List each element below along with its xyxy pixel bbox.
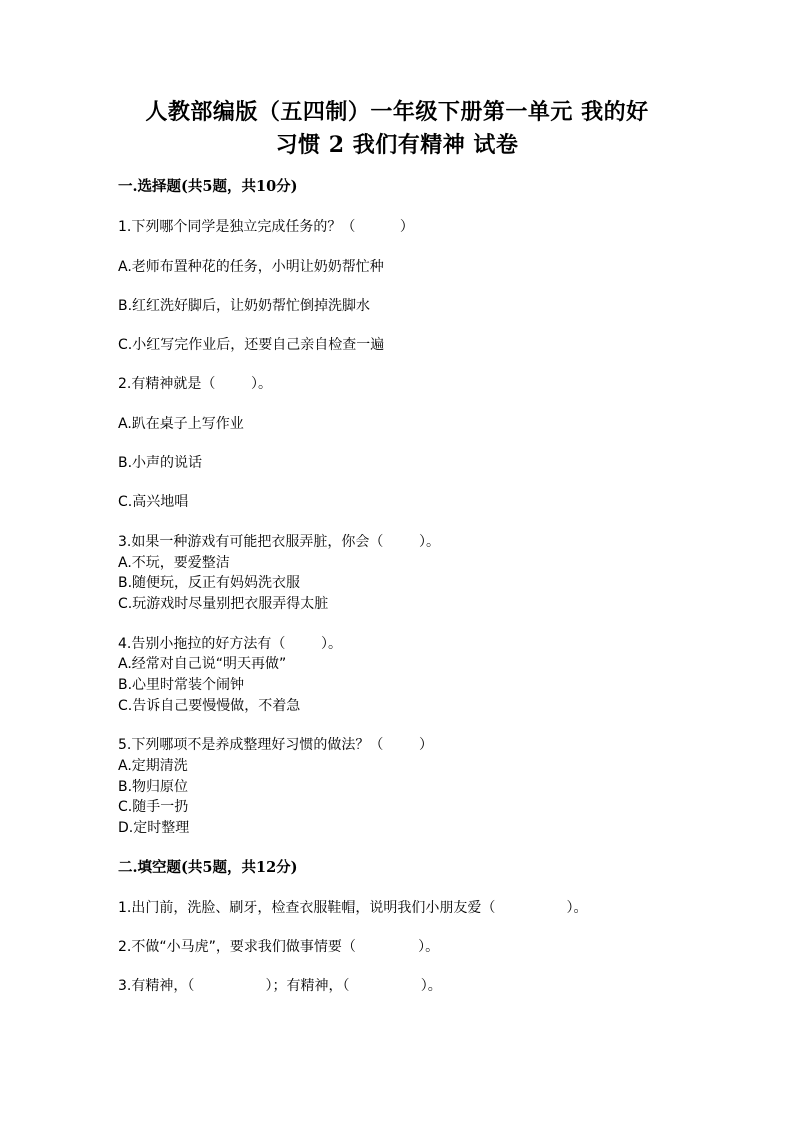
- question-option: A.经常对自己说“明天再做”: [118, 656, 287, 672]
- question-option: B.红红洗好脚后，让奶奶帮忙倒掉洗脚水: [118, 298, 371, 314]
- question-stem: 2.有精神就是（ ）。: [118, 376, 272, 392]
- question-option: B.心里时常装个闹钟: [118, 677, 245, 693]
- page-title-line-1: 人教部编版（五四制）一年级下册第一单元 我的好: [145, 99, 649, 125]
- question-option: B.随便玩，反正有妈妈洗衣服: [118, 575, 301, 591]
- question-option: C.玩游戏时尽量别把衣服弄得太脏: [118, 596, 329, 612]
- question-stem: 1.下列哪个同学是独立完成任务的？（ ）: [118, 219, 414, 235]
- question-stem: 4.告别小拖拉的好方法有（ ）。: [118, 636, 342, 652]
- question-option: C.随手一扔: [118, 799, 189, 815]
- section-heading-choice: 一.选择题(共5题，共10分): [118, 178, 298, 195]
- question-stem: 2.不做“小马虎”，要求我们做事情要（ ）。: [118, 939, 440, 955]
- section-heading-fill-blank: 二.填空题(共5题，共12分): [118, 859, 298, 876]
- question-option: A.定期清洗: [118, 758, 188, 774]
- question-stem: 3.如果一种游戏有可能把衣服弄脏，你会（ ）。: [118, 534, 440, 550]
- question-option: A.老师布置种花的任务，小明让奶奶帮忙种: [118, 259, 384, 275]
- question-stem: 5.下列哪项不是养成整理好习惯的做法？（ ）: [118, 737, 433, 753]
- question-stem: 3.有精神，（ ）；有精神，（ ）。: [118, 978, 442, 994]
- question-option: C.小红写完作业后，还要自己亲自检查一遍: [118, 337, 385, 353]
- question-option: C.高兴地唱: [118, 494, 189, 510]
- page-title-line-2: 习惯 2 我们有精神 试卷: [275, 132, 519, 158]
- question-stem: 1.出门前，洗脸、刷牙，检查衣服鞋帽，说明我们小朋友爱（ ）。: [118, 900, 588, 916]
- question-option: A.趴在桌子上写作业: [118, 416, 244, 432]
- question-option: D.定时整理: [118, 820, 190, 836]
- question-option: C.告诉自己要慢慢做，不着急: [118, 698, 301, 714]
- question-option: A.不玩，要爱整洁: [118, 555, 230, 571]
- question-option: B.小声的说话: [118, 455, 203, 471]
- question-option: B.物归原位: [118, 779, 189, 795]
